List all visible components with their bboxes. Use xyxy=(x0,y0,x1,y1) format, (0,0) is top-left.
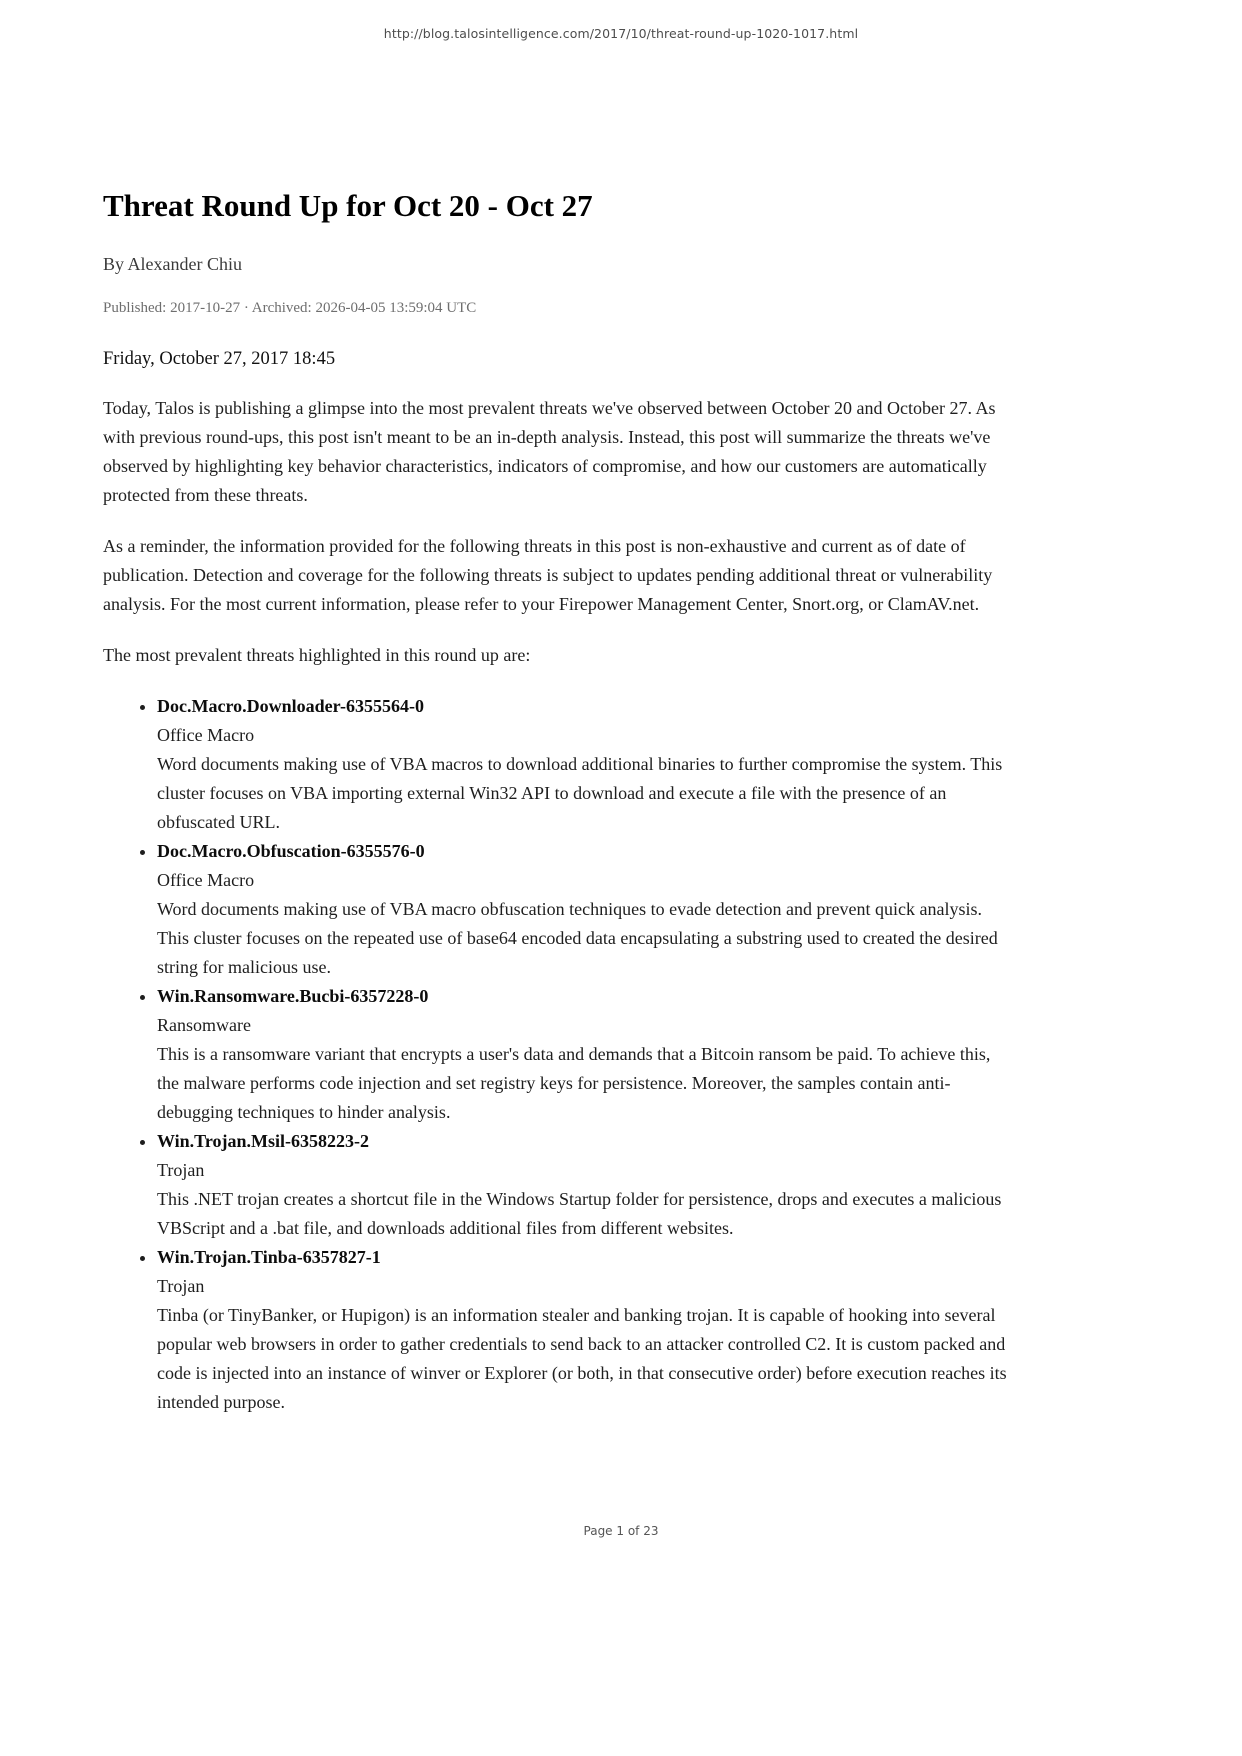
threat-name: • Win.Ransomware.Bucbi-6357228-0 xyxy=(157,986,429,1006)
threat-description: This .NET trojan creates a shortcut file in the Windows Startup folder for persistence, drops and executes a malicious VBScript and a .bat file, and downloads additional files from different websites. xyxy=(157,1189,1002,1238)
threat-name: • Win.Trojan.Tinba-6357827-1 xyxy=(157,1247,381,1267)
threat-name: • Win.Trojan.Msil-6358223-2 xyxy=(157,1131,370,1151)
threat-list-item xyxy=(157,1243,1015,1417)
threat-list-item xyxy=(157,1127,1015,1243)
threat-category: Trojan xyxy=(157,1276,205,1296)
threat-category: Trojan xyxy=(157,1160,205,1180)
list-intro: The most prevalent threats highlighted in this round up are: xyxy=(103,645,531,665)
threat-name: • Doc.Macro.Obfuscation-6355576-0 xyxy=(157,841,425,861)
threat-list-item xyxy=(157,837,1015,982)
threat-description: Tinba (or TinyBanker, or Hupigon) is an information stealer and banking trojan. It is capable of hooking into several popular web browsers in order to gather credentials to send back to an attacker controlled C2. It is custom packed and code is injected into an instance of winver or Explorer (or both, in that consecutive order) before execution reaches its intended purpose. xyxy=(157,1305,1007,1412)
dateline: Friday, October 27, 2017 18:45 xyxy=(103,349,336,369)
threat-category: Office Macro xyxy=(157,725,255,745)
threat-description: Word documents making use of VBA macros to download additional binaries to further compromise the system. This cluster focuses on VBA importing external Win32 API to download and execute a file with the presence of an obfuscated URL. xyxy=(157,754,1003,832)
threat-description: Word documents making use of VBA macro obfuscation techniques to evade detection and prevent quick analysis. This cluster focuses on the repeated use of base64 encoded data encapsulating a substring used to created the desired string for malicious use. xyxy=(157,899,998,977)
article-body xyxy=(103,0,1015,1417)
threat-category: Office Macro xyxy=(157,870,255,890)
published-archived-line: Published: 2017-10-27 · Archived: 2026-04-05 13:59:04 UTC xyxy=(103,300,477,316)
threat-description: This is a ransomware variant that encrypts a user's data and demands that a Bitcoin ransom be paid. To achieve this, the malware performs code injection and set registry keys for persistence. Moreover, the samples contain anti-debugging techniques to hinder analysis. xyxy=(157,1044,991,1122)
page-title: Threat Round Up for Oct 20 - Oct 27 xyxy=(103,188,593,223)
threat-category: Ransomware xyxy=(157,1015,251,1035)
intro-paragraph-2: As a reminder, the information provided for the following threats in this post is non-exhaustive and current as of date of publication. Detection and coverage for the following threats is subject to updates pending additional threat or vulnerability analysis. For the most current information, please refer to your Firepower Management Center, Snort.org, or ClamAV.net. xyxy=(103,536,993,614)
threat-list xyxy=(103,692,1015,1417)
page-number: Page 1 of 23 xyxy=(583,1524,659,1538)
intro-paragraph-1: Today, Talos is publishing a glimpse into the most prevalent threats we've observed between October 20 and October 27. As with previous round-ups, this post isn't meant to be an in-depth analysis. Instead, this post will summarize the threats we've observed by highlighting key behavior characteristics, indicators of compromise, and how our customers are automatically protected from these threats. xyxy=(103,398,996,505)
threat-name: • Doc.Macro.Downloader-6355564-0 xyxy=(157,696,424,716)
print-header-url: http://blog.talosintelligence.com/2017/10/threat-round-up-1020-1017.html xyxy=(383,26,859,41)
threat-list-item xyxy=(157,692,1015,837)
byline: By Alexander Chiu xyxy=(103,254,242,274)
threat-list-item xyxy=(157,982,1015,1127)
